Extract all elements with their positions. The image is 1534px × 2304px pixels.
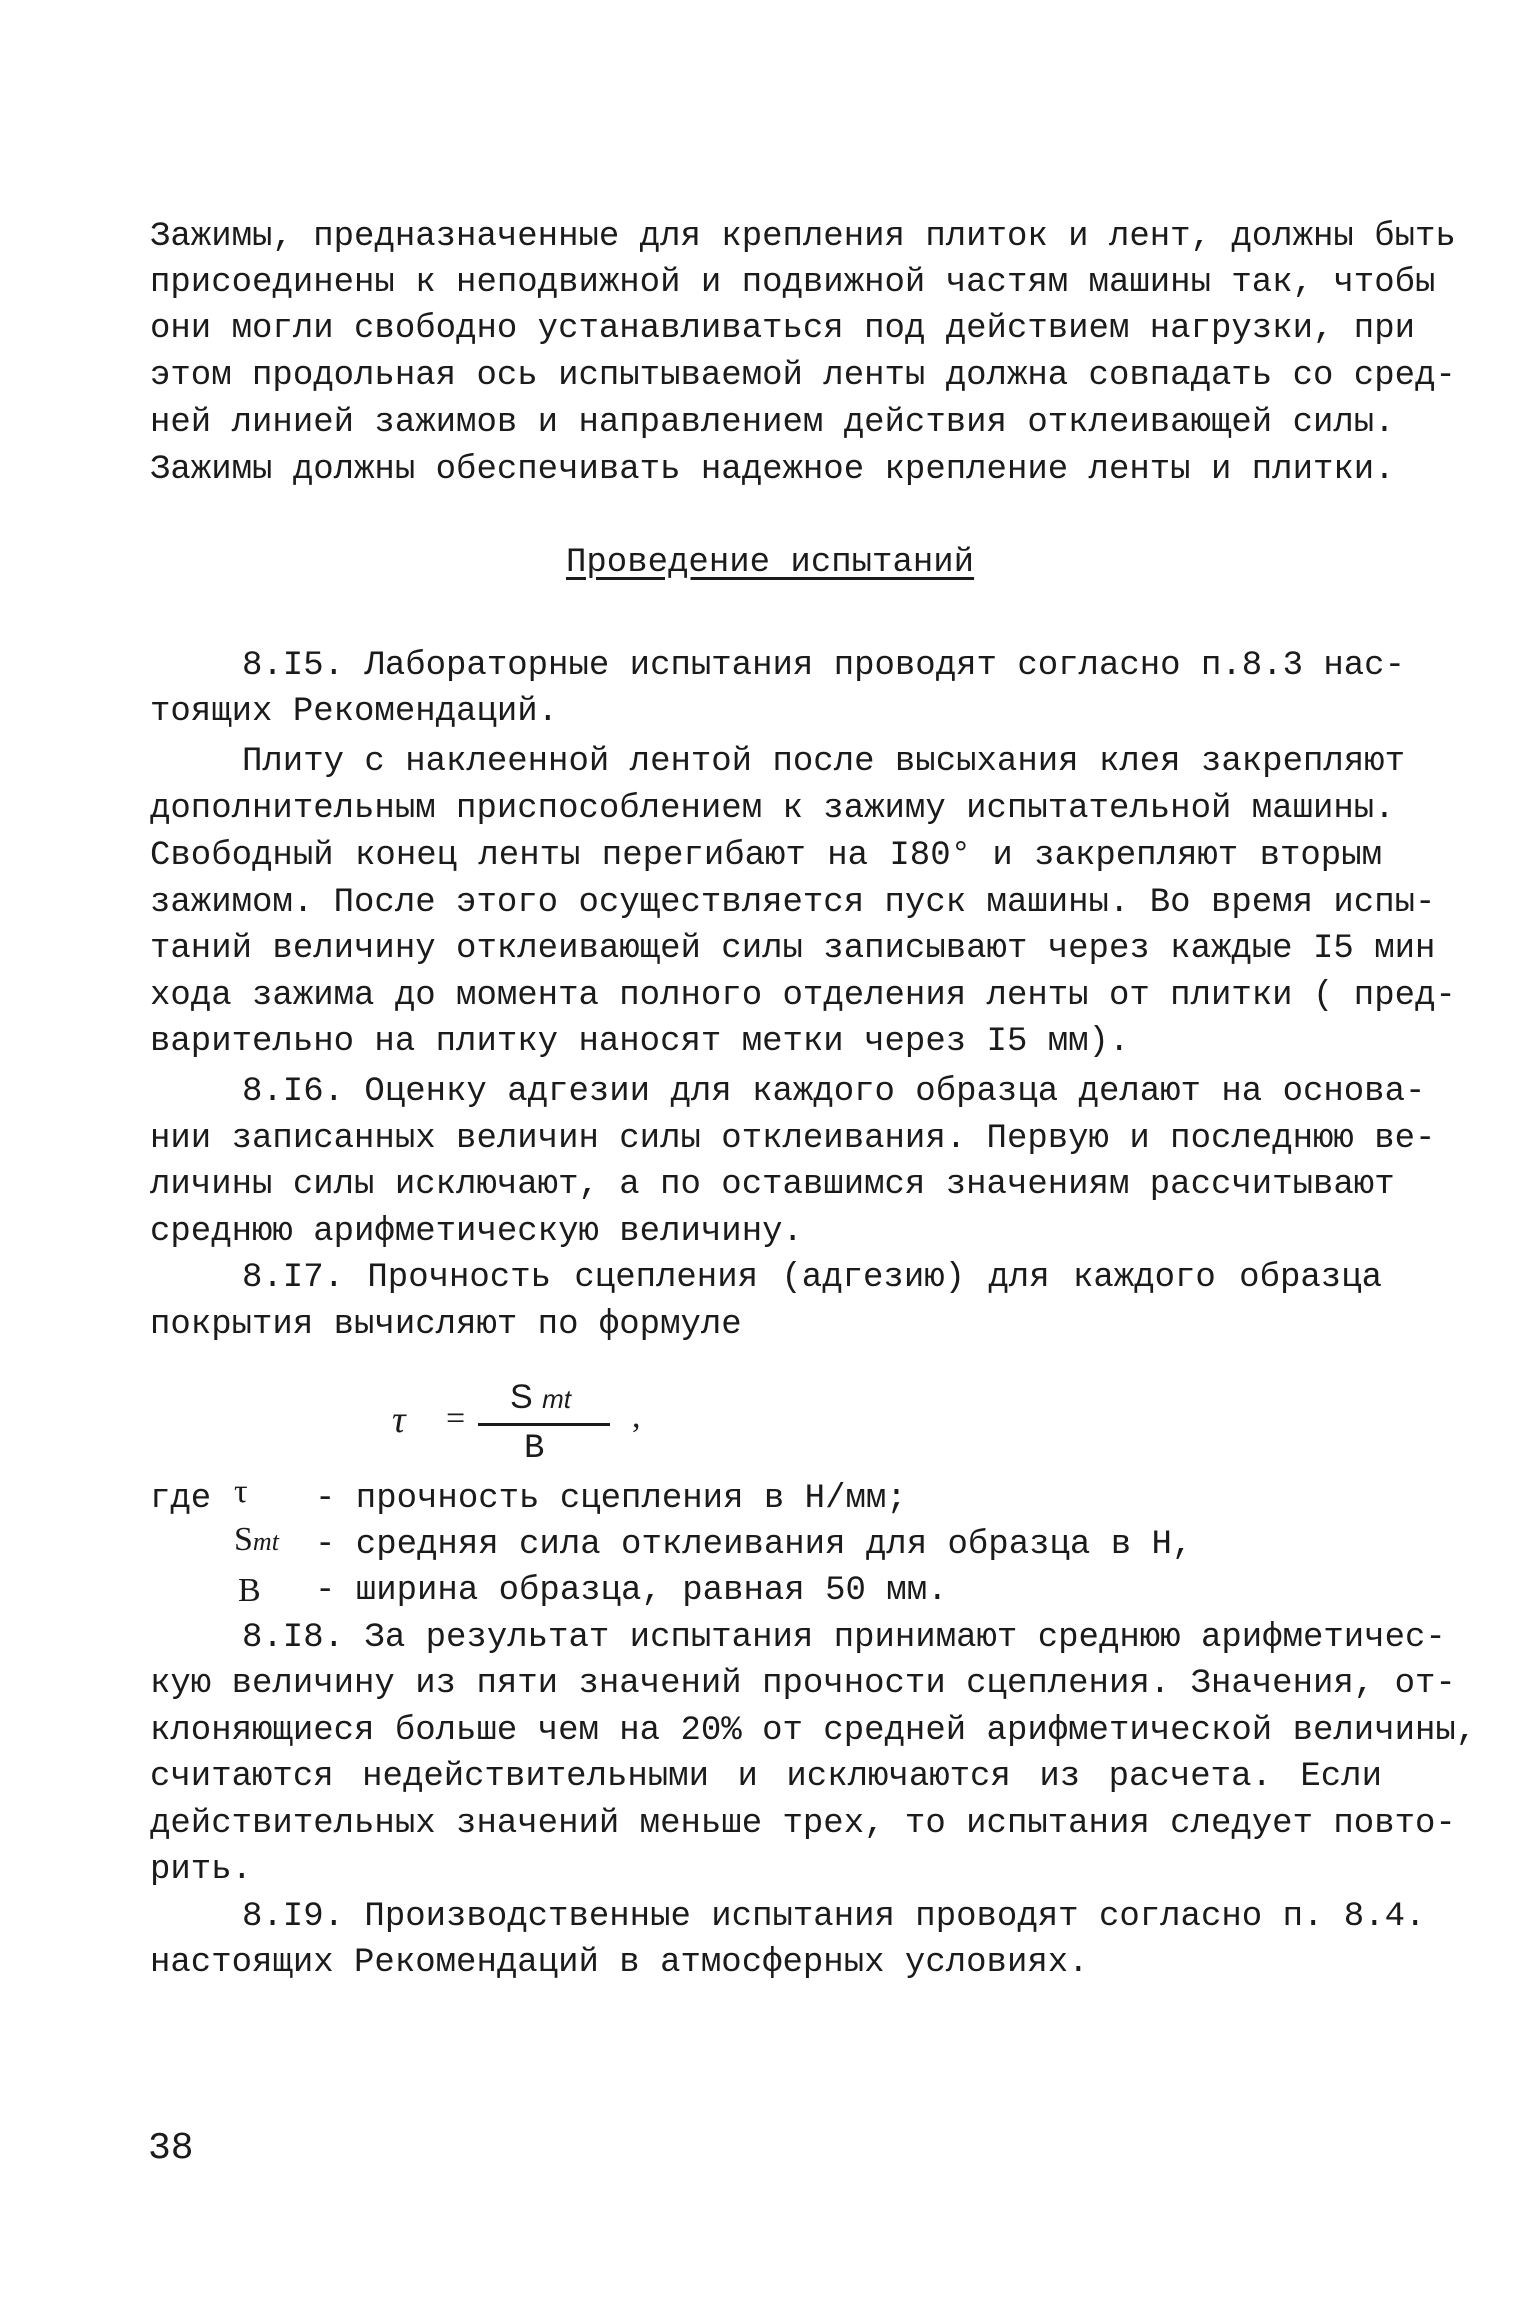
definition-symbol-tau: τ bbox=[234, 1473, 248, 1510]
formula-numerator: S mt bbox=[510, 1378, 572, 1416]
section-heading: Проведение испытаний bbox=[566, 544, 975, 582]
definition-symbol-smt: Smt bbox=[234, 1521, 279, 1558]
paragraph-plate-line: дополнительным приспособлением к зажиму испытательной машины. bbox=[150, 790, 1395, 828]
intro-line: Зажимы, предназначенные для крепления плиток и лент, должны быть bbox=[150, 218, 1456, 256]
paragraph-8-19-line: настоящих Рекомендаций в атмосферных условиях. bbox=[150, 1944, 1089, 1982]
definition-text: - средняя сила отклеивания для образца в Н, bbox=[315, 1526, 1193, 1564]
intro-line: этом продольная ось испытываемой ленты должна совпадать со сред- bbox=[150, 357, 1456, 395]
paragraph-8-18-line: считаются недействительными и исключаются из расчета. Если bbox=[150, 1758, 1382, 1796]
paragraph-plate-line: варительно на плитку наносят метки через I5 мм). bbox=[150, 1023, 1130, 1061]
paragraph-plate-line: хода зажима до момента полного отделения ленты от плитки ( пред- bbox=[150, 977, 1456, 1015]
formula-comma: , bbox=[632, 1398, 641, 1435]
paragraph-8-15-line: 8.I5. Лабораторные испытания проводят согласно п.8.3 нас- bbox=[242, 647, 1405, 685]
formula-fraction-bar bbox=[478, 1423, 610, 1426]
paragraph-8-16-line: 8.I6. Оценку адгезии для каждого образца делают на основа- bbox=[242, 1073, 1426, 1111]
paragraph-8-18-line: кую величину из пяти значений прочности сцепления. Значения, от- bbox=[150, 1665, 1456, 1703]
paragraph-plate-line: Плиту с наклеенной лентой после высыхания клея закрепляют bbox=[242, 743, 1405, 781]
page-number: 38 bbox=[148, 2127, 194, 2170]
intro-line: Зажимы должны обеспечивать надежное крепление ленты и плитки. bbox=[150, 451, 1395, 489]
paragraph-8-17-line: покрытия вычисляют по формуле bbox=[150, 1306, 742, 1344]
intro-line: ней линией зажимов и направлением действия отклеивающей силы. bbox=[150, 404, 1395, 442]
definition-text: - ширина образца, равная 50 мм. bbox=[315, 1572, 948, 1610]
paragraph-8-16-line: нии записанных величин силы отклеивания. Первую и последнюю ве- bbox=[150, 1120, 1436, 1158]
paragraph-8-15-line: тоящих Рекомендаций. bbox=[150, 693, 559, 731]
paragraph-8-17-line: 8.I7. Прочность сцепления (адгезию) для каждого образца bbox=[242, 1259, 1382, 1297]
definition-text: - прочность сцепления в Н/мм; bbox=[315, 1480, 907, 1518]
paragraph-8-16-line: среднюю арифметическую величину. bbox=[150, 1213, 803, 1251]
where-label: где bbox=[150, 1480, 212, 1518]
definition-symbol-b: B bbox=[238, 1572, 261, 1609]
formula-tau: τ bbox=[392, 1399, 406, 1441]
paragraph-8-16-line: личины силы исключают, а по оставшимся значениям рассчитывают bbox=[150, 1166, 1395, 1204]
paragraph-plate-line: таний величину отклеивающей силы записывают через каждые I5 мин bbox=[150, 930, 1436, 968]
paragraph-8-18-line: рить. bbox=[150, 1851, 253, 1889]
paragraph-8-18-line: клоняющиеся больше чем на 20% от средней арифметической величины, bbox=[150, 1712, 1477, 1750]
formula-equals: = bbox=[446, 1400, 466, 1437]
paragraph-8-18-line: 8.I8. За результат испытания принимают среднюю арифметичес- bbox=[242, 1619, 1446, 1657]
formula-denominator: B bbox=[524, 1430, 545, 1468]
paragraph-8-19-line: 8.I9. Производственные испытания проводят согласно п. 8.4. bbox=[242, 1898, 1426, 1936]
adhesion-formula bbox=[392, 1378, 712, 1478]
intro-line: присоединены к неподвижной и подвижной частям машины так, чтобы bbox=[150, 264, 1436, 302]
paragraph-plate-line: зажимом. После этого осуществляется пуск машины. Во время испы- bbox=[150, 884, 1436, 922]
intro-line: они могли свободно устанавливаться под действием нагрузки, при bbox=[150, 310, 1416, 348]
paragraph-8-18-line: действительных значений меньше трех, то испытания следует повто- bbox=[150, 1805, 1456, 1843]
paragraph-plate-line: Свободный конец ленты перегибают на I80° и закрепляют вторым bbox=[150, 837, 1382, 875]
